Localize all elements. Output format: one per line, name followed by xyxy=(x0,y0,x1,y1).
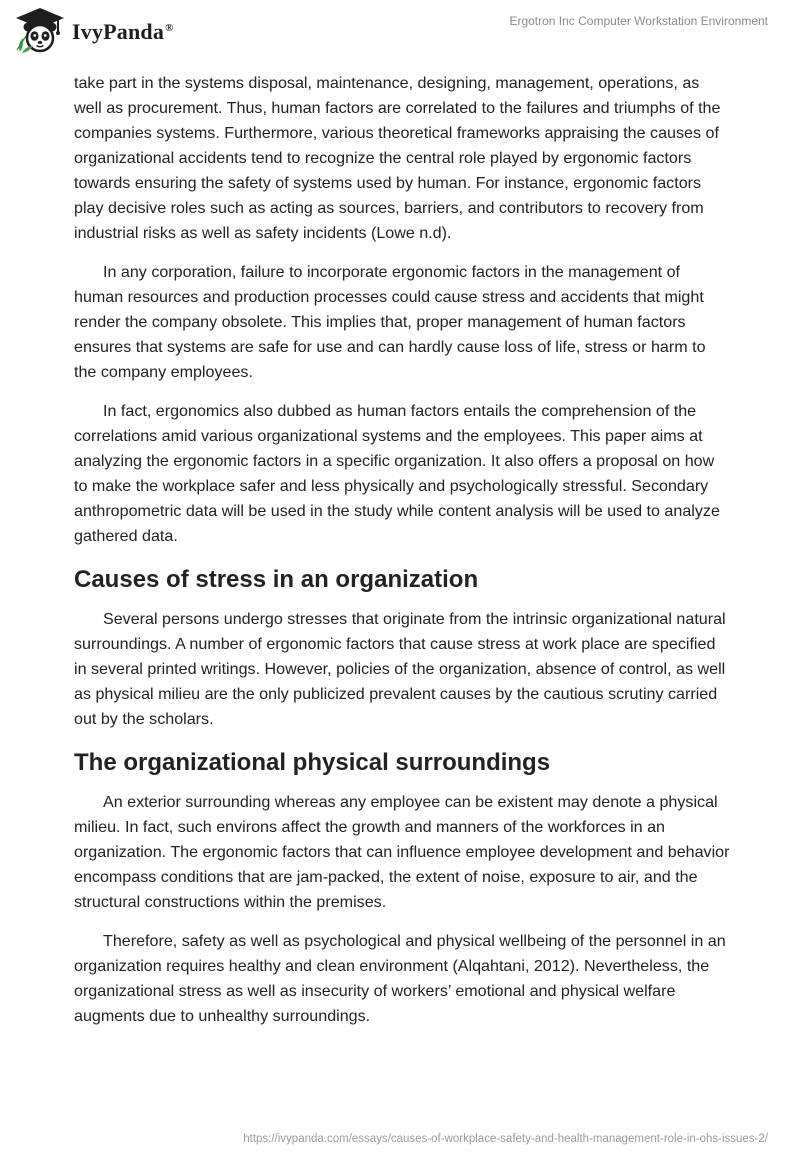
ivypanda-logo[interactable] xyxy=(14,6,174,54)
document-title: Ergotron Inc Computer Workstation Environment xyxy=(509,14,768,28)
source-url[interactable]: https://ivypanda.com/essays/causes-of-workplace-safety-and-health-management-role-in-ohs-issues-2/ xyxy=(243,1133,768,1145)
paragraph-2: In any corporation, failure to incorporate ergonomic factors in the management of human resources and production processes could cause stress and accidents that might render the company obsolete. This implies that, proper management of human factors ensures that systems are safe for use and can hardly cause loss of life, stress or harm to the company employees. xyxy=(74,263,706,381)
paragraph-4: Several persons undergo stresses that originate from the intrinsic organizational natural surroundings. A number of ergonomic factors that cause stress at work place are specified in several printed writings. However, policies of the organization, absence of control, as well as physical milieu are the only publicized prevalent causes by the cautious scrutiny carried out by the scholars. xyxy=(74,610,726,728)
paragraph-1: take part in the systems disposal, maintenance, designing, management, operations, as well as procurement. Thus, human factors are correlated to the failures and triumphs of the companies systems. Furthermore, various theoretical frameworks appraising the causes of organizational accidents tend to recognize the central role played by ergonomic factors towards ensuring the safety of systems used by human. For instance, ergonomic factors play decisive roles such as acting as sources, barriers, and contributors to recovery from industrial risks as well as safety incidents (Lowe n.d). xyxy=(74,74,721,242)
paragraph-3: In fact, ergonomics also dubbed as human factors entails the comprehension of the correlations amid various organizational systems and the employees. This paper aims at analyzing the ergonomic factors in a specific organization. It also offers a proposal on how to make the workplace safer and less physically and psychologically stressful. Secondary anthropometric data will be used in the study while content analysis will be used to analyze gathered data. xyxy=(74,402,720,545)
heading-causes-of-stress: Causes of stress in an organization xyxy=(74,566,479,593)
heading-physical-surroundings: The organizational physical surroundings xyxy=(74,749,551,776)
page-header xyxy=(0,0,800,70)
paragraph-6: Therefore, safety as well as psychological and physical wellbeing of the personnel in an organization requires healthy and clean environment (Alqahtani, 2012). Nevertheless, the organizational stress as well as insecurity of workers’ emotional and physical welfare augments due to unhealthy surroundings. xyxy=(74,932,726,1025)
registered-mark: ® xyxy=(165,21,174,34)
logo-wordmark: IvyPanda® xyxy=(72,19,174,44)
essay-body xyxy=(74,71,730,1043)
paragraph-5: An exterior surrounding whereas any employee can be existent may denote a physical milieu. In fact, such environs affect the growth and manners of the workforces in an organization. The ergonomic factors that can influence employee development and behavior encompass conditions that are jam-packed, the extent of noise, exposure to air, and the structural constructions within the premises. xyxy=(74,793,730,911)
panda-graduate-icon xyxy=(14,6,66,54)
